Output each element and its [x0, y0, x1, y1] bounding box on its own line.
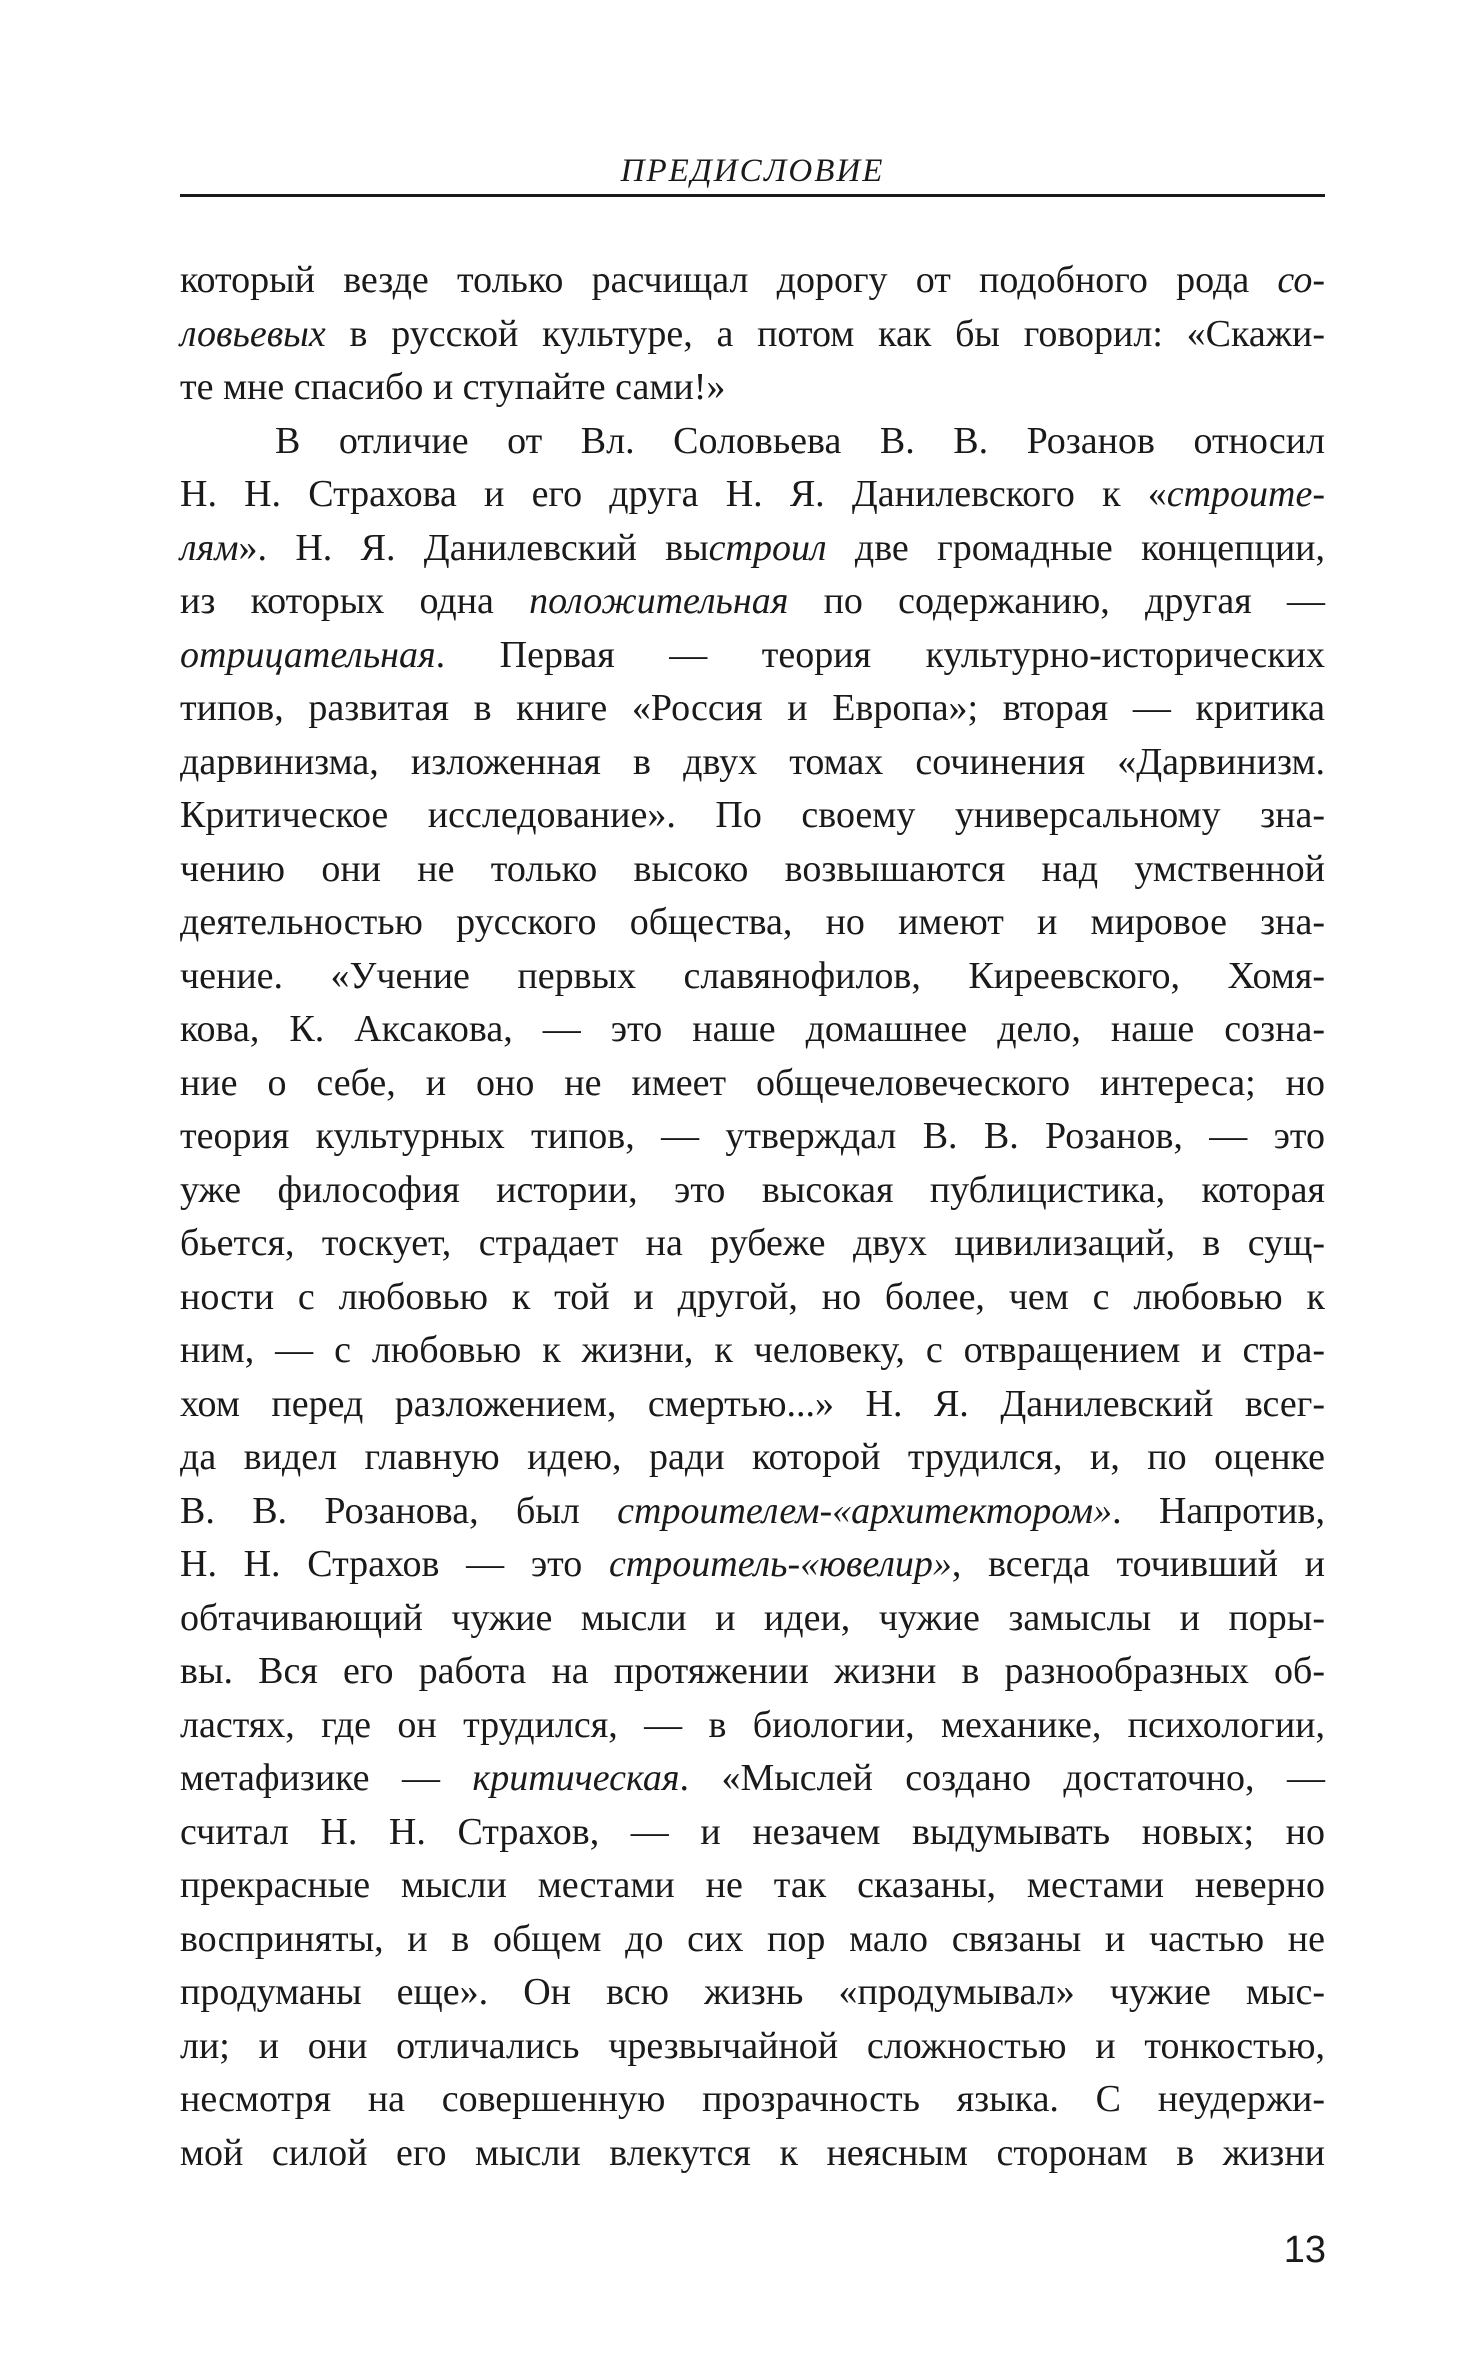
- running-title: ПРЕДИСЛОВИЕ: [620, 153, 885, 189]
- text-segment: чение. «Учение первых славянофилов, Киреевского, Хомя-: [180, 954, 1325, 997]
- text-line: [180, 629, 1325, 683]
- italic-text-segment: строителем-«архитектором»: [617, 1489, 1113, 1532]
- text-line: [180, 2020, 1325, 2074]
- text-segment: Н. Н. Страхова и его друга Н. Я. Данилевского к «: [180, 473, 1167, 515]
- text-line: [180, 1859, 1325, 1913]
- text-segment: те мне спасибо и ступайте сами!»: [180, 366, 726, 408]
- text-line: [180, 1003, 1325, 1057]
- text-segment: деятельностью русского общества, но имеют и мировое зна-: [180, 901, 1325, 943]
- text-segment: В отличие от Вл. Соловьева В. В. Розанов относил: [275, 419, 1325, 462]
- text-line: [180, 1699, 1325, 1753]
- text-line: [180, 843, 1325, 897]
- text-line: [180, 1966, 1325, 2020]
- text-segment: вы. Вся его работа на протяжении жизни в разнообразных об-: [180, 1650, 1325, 1692]
- text-line: [180, 950, 1325, 1004]
- text-line: [180, 1592, 1325, 1646]
- text-segment: . Первая — теория культурно-исторических: [435, 633, 1325, 676]
- text-line: [180, 1913, 1325, 1967]
- text-segment: , всегда точивший и: [951, 1543, 1326, 1585]
- text-line: [180, 1485, 1325, 1539]
- text-line: [180, 1324, 1325, 1378]
- text-segment: . «Мыслей создано достаточно, —: [679, 1757, 1325, 1799]
- body-text: [180, 254, 1325, 2180]
- text-segment: ним, — с любовью к жизни, к человеку, с отвращением и стра-: [180, 1329, 1325, 1371]
- text-segment: прекрасные мысли местами не так сказаны, местами неверно: [180, 1864, 1325, 1906]
- text-segment: типов, развитая в книге «Россия и Европа»; вторая — критика: [180, 687, 1325, 729]
- text-line: [180, 1110, 1325, 1164]
- text-line: [180, 415, 1325, 469]
- text-line: [180, 522, 1325, 576]
- text-line: [180, 1057, 1325, 1111]
- text-segment: из которых одна: [180, 580, 530, 622]
- text-line: [180, 789, 1325, 843]
- running-header: [180, 152, 1325, 197]
- italic-text-segment: критическая: [472, 1757, 680, 1799]
- text-segment: две громадные концепции,: [826, 526, 1325, 569]
- text-line: [180, 1431, 1325, 1485]
- text-segment: продуманы еще». Он всю жизнь «продумывал» чужие мыс-: [180, 1971, 1325, 2013]
- text-segment: чению они не только высоко возвышаются над умственной: [180, 847, 1325, 890]
- text-line: [180, 2127, 1325, 2181]
- text-segment: несмотря на совершенную прозрачность языка. С неудержи-: [180, 2078, 1325, 2120]
- text-segment: метафизике —: [180, 1757, 473, 1799]
- italic-text-segment: отрицательная: [180, 633, 436, 676]
- text-segment: хом перед разложением, смертью...» Н. Я. Данилевский всег-: [180, 1382, 1325, 1425]
- text-line: [180, 575, 1325, 629]
- text-segment: ли; и они отличались чрезвычайной сложностью и тонкостью,: [180, 2024, 1325, 2067]
- text-segment: ности с любовью к той и другой, но более, чем с любовью к: [180, 1275, 1325, 1318]
- text-segment: теория культурных типов, — утверждал В. В. Розанов, — это: [180, 1115, 1325, 1157]
- text-segment: ». Н. Я. Данилевский вы: [238, 526, 709, 569]
- text-segment: да видел главную идею, ради которой трудился, и, по оценке: [180, 1436, 1325, 1478]
- page-number: 13: [1283, 2229, 1326, 2271]
- text-segment: ние о себе, и оно не имеет общечеловеческого интереса; но: [180, 1061, 1325, 1104]
- text-line: [180, 1806, 1325, 1860]
- text-line: [180, 1217, 1325, 1271]
- text-line: [180, 308, 1325, 362]
- text-segment: считал Н. Н. Страхов, — и незачем выдумывать новых; но: [180, 1810, 1325, 1853]
- text-segment: В. В. Розанова, был: [180, 1489, 618, 1532]
- text-segment: восприняты, и в общем до сих пор мало связаны и частью не: [180, 1917, 1325, 1960]
- italic-text-segment: со-: [1277, 259, 1325, 301]
- text-line: [180, 2073, 1325, 2127]
- italic-text-segment: строил: [708, 526, 827, 569]
- text-segment: кова, К. Аксакова, — это наше домашнее дело, наше созна-: [180, 1008, 1325, 1050]
- text-segment: уже философия истории, это высокая публицистика, которая: [180, 1168, 1325, 1211]
- text-line: [180, 1271, 1325, 1325]
- text-segment: Критическое исследование». По своему универсальному зна-: [180, 794, 1325, 836]
- text-line: [180, 361, 1325, 415]
- text-line: [180, 468, 1325, 522]
- text-segment: по содержанию, другая —: [788, 580, 1325, 622]
- text-segment: который везде только расчищал дорогу от подобного рода: [180, 259, 1278, 301]
- text-line: [180, 1645, 1325, 1699]
- text-line: [180, 736, 1325, 790]
- text-line: [180, 1378, 1325, 1432]
- text-segment: дарвинизма, изложенная в двух томах сочинения «Дарвинизм.: [180, 740, 1325, 783]
- text-line: [180, 1538, 1325, 1592]
- text-segment: в русской культуре, а потом как бы говорил: «Скажи-: [325, 312, 1325, 355]
- text-line: [180, 896, 1325, 950]
- text-line: [180, 682, 1325, 736]
- italic-text-segment: положительная: [529, 580, 789, 622]
- text-segment: мой силой его мысли влекутся к неясным сторонам в жизни: [180, 2131, 1325, 2174]
- italic-text-segment: строитель-«ювелир»: [608, 1543, 952, 1585]
- italic-text-segment: ловьевых: [180, 312, 326, 355]
- text-segment: ластях, где он трудился, — в биологии, механике, психологии,: [180, 1703, 1325, 1746]
- italic-text-segment: лям: [180, 526, 239, 569]
- text-line: [180, 1752, 1325, 1806]
- text-segment: Н. Н. Страхов — это: [180, 1543, 609, 1585]
- text-segment: бьется, тоскует, страдает на рубеже двух цивилизаций, в сущ-: [180, 1222, 1325, 1264]
- text-line: [180, 254, 1325, 308]
- text-segment: обтачивающий чужие мысли и идеи, чужие замыслы и поры-: [180, 1596, 1325, 1639]
- text-segment: . Напротив,: [1112, 1489, 1325, 1532]
- text-line: [180, 1164, 1325, 1218]
- italic-text-segment: строите-: [1166, 473, 1325, 515]
